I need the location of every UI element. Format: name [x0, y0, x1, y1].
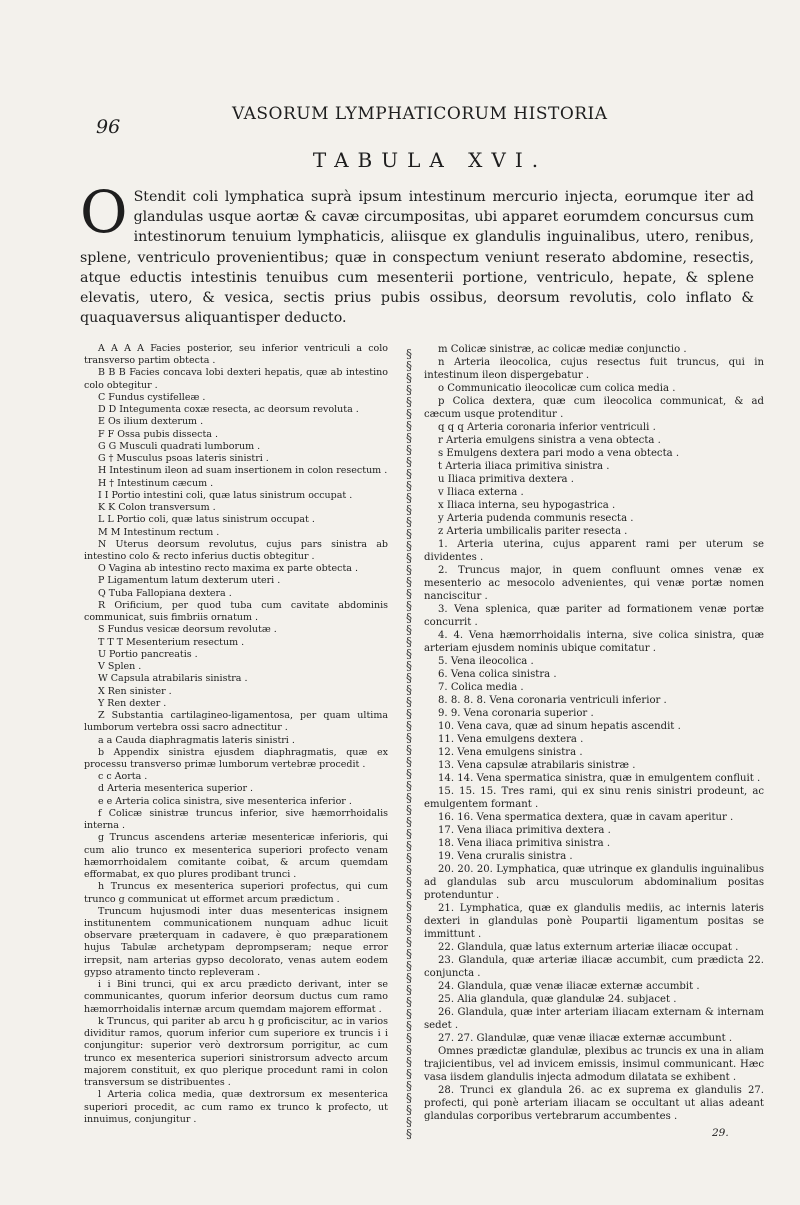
- divider-ornament: §: [406, 683, 412, 697]
- divider-ornament: §: [406, 755, 412, 769]
- divider-ornament: §: [406, 1103, 412, 1117]
- legend-entry: D D Integumenta coxæ resecta, ac deorsum revoluta .: [98, 404, 359, 416]
- drop-cap: O: [80, 178, 128, 246]
- legend-entry: Truncum hujusmodi inter duas mesentericas insignem institunentem communicationem nunquam adhuc licuit observare præterquam in cadavere, è quo præparationem hujus Tabulæ archetypam deprompseram; neque error irrepsit, nam arterias gypso decolorato, venas autem eodem gypso atramento tincto repleveram .: [84, 905, 388, 978]
- divider-ornament: §: [406, 839, 412, 853]
- legend-entry: 11. Vena emulgens dextera .: [438, 734, 584, 745]
- legend-entry: q q q Arteria coronaria inferior ventriculi .: [438, 422, 656, 433]
- legend-entry: T T T Mesenterium resectum .: [98, 636, 245, 648]
- legend-entry: H Intestinum ileon ad suam insertionem in colon resectum .: [98, 465, 388, 477]
- legend-entry: c c Aorta .: [98, 771, 148, 783]
- divider-ornament: §: [406, 539, 412, 553]
- legend-entry: 12. Vena emulgens sinistra .: [438, 747, 583, 758]
- legend-entry: Q Tuba Fallopiana dextera .: [98, 587, 232, 599]
- legend-entry: 26. Glandula, quæ inter arteriam iliacam externam & internam sedet .: [424, 1007, 764, 1031]
- legend-entry: v Iliaca externa .: [438, 487, 524, 498]
- divider-ornament: §: [406, 1031, 412, 1045]
- divider-ornament: §: [406, 395, 412, 409]
- legend-entry: A A A A Facies posterior, seu inferior ventriculi a colo transverso partim obtecta .: [84, 343, 388, 367]
- divider-ornament: §: [406, 1067, 412, 1081]
- divider-ornament: §: [406, 971, 412, 985]
- legend-entry: l Arteria colica media, quæ dextrorsum ex mesenterica superiori procedit, ac cum ramo ex trunco k profecto, ut innuimus, conjungitur .: [84, 1089, 388, 1125]
- divider-ornament: §: [406, 1091, 412, 1105]
- divider-ornament: §: [406, 887, 412, 901]
- running-title: VASORUM LYMPHATICORUM HISTORIA: [232, 104, 608, 124]
- legend-entry: G G Musculi quadrati lumborum .: [98, 440, 261, 452]
- legend-entry: 21. Lymphatica, quæ ex glandulis mediis, ac internis lateris dexteri in glandulas ponè Poupartii ligamentum positas se immittunt .: [424, 903, 764, 940]
- divider-ornament: §: [406, 803, 412, 817]
- legend-entry: t Arteria iliaca primitiva sinistra .: [438, 461, 610, 472]
- divider-ornament: §: [406, 575, 412, 589]
- divider-ornament: §: [406, 995, 412, 1009]
- divider-ornament: §: [406, 923, 412, 937]
- legend-entry: R Orificium, per quod tuba cum cavitate abdominis communicat, suis fimbriis ornatum .: [84, 599, 388, 624]
- legend-entry: M M Intestinum rectum .: [98, 526, 220, 538]
- divider-ornament: §: [406, 743, 412, 757]
- divider-ornament: §: [406, 431, 412, 445]
- divider-ornament: §: [406, 707, 412, 721]
- catchword: 29.: [712, 1127, 729, 1139]
- legend-entry: 3. Vena splenica, quæ pariter ad formationem venæ portæ concurrit .: [424, 604, 764, 628]
- divider-ornament: §: [406, 695, 412, 709]
- legend-entry: Omnes prædictæ glandulæ, plexibus ac truncis ex una in aliam trajicientibus, vel ad invicem emissis, insimul communicant. Hæc vasa iisdem glandulis injecta admodum dilatata se exhibent .: [424, 1046, 764, 1083]
- divider-ornament: §: [406, 383, 412, 397]
- legend-entry: 28. Trunci ex glandula 26. ac ex suprema ex glandulis 27. profecti, qui ponè arteriam iliacam se occultant ut alias adeant glandulas corporibus vertebrarum accumbentes .: [424, 1085, 764, 1122]
- legend-entry: G † Musculus psoas lateris sinistri .: [98, 453, 269, 465]
- divider-ornament: §: [406, 359, 412, 373]
- legend-right-column: [424, 343, 764, 1123]
- legend-entry: 4. 4. Vena hæmorrhoidalis interna, sive colica sinistra, quæ arteriam ejusdem nominis ubique comitatur .: [424, 630, 764, 654]
- legend-entry: O Vagina ab intestino recto maxima ex parte obtecta .: [98, 563, 358, 575]
- legend-entry: o Communicatio ileocolicæ cum colica media .: [438, 383, 676, 394]
- legend-left-column: [84, 343, 388, 1126]
- legend-entry: y Arteria pudenda communis resecta .: [438, 513, 634, 524]
- divider-ornament: §: [406, 1043, 412, 1057]
- divider-ornament: §: [406, 467, 412, 481]
- divider-ornament: §: [406, 527, 412, 541]
- legend-entry: 5. Vena ileocolica .: [438, 656, 534, 667]
- intro-text: Stendit coli lymphatica suprà ipsum intestinum mercurio injecta, eorumque iter ad glandulas usque aortæ & cavæ circumpositas, ubi apparet eorumdem concursus cum intestinorum tenuium lymphaticis, aliisque ex glandulis inguinalibus, utero, renibus, splene, ventriculo provenientibus; quæ in conspectum veniunt reserato abdomine, resectis, atque eductis intestinis tenuibus cum mesenterii portione, ventriculo, hepate, & splene elevatis, utero, & vesica, sectis prius pubis ossibus, deorsum revolutis, colo inflato & quaquaversus aliquantisper deducto.: [80, 189, 754, 327]
- legend-entry: P Ligamentum latum dexterum uteri .: [98, 575, 281, 587]
- legend-entry: k Truncus, qui pariter ab arcu h g proficiscitur, ac in varios dividitur ramos, quorum inferior cum superiore ex truncis i i conjungitur: superior verò dextrorsum porrigitur, ac cum trunco ex mesenterica superiori sinistrorsum advecto arcum majorem constituit, ex quo plerique procedunt rami in colon transversum se distribuentes .: [84, 1015, 388, 1089]
- divider-ornament: §: [406, 851, 412, 865]
- legend-entry: 19. Vena cruralis sinistra .: [438, 851, 573, 862]
- legend-entry: u Iliaca primitiva dextera .: [438, 474, 574, 485]
- legend-entry: 17. Vena iliaca primitiva dextera .: [438, 825, 611, 836]
- legend-entry: m Colicæ sinistræ, ac colicæ mediæ conjunctio .: [438, 344, 687, 355]
- divider-ornament: §: [406, 911, 412, 925]
- legend-entry: N Uterus deorsum revolutus, cujus pars sinistra ab intestino colo & recto inferius ductis obtegitur .: [84, 538, 388, 562]
- divider-ornament: §: [406, 779, 412, 793]
- divider-ornament: §: [406, 899, 412, 913]
- divider-ornament: §: [406, 479, 412, 493]
- legend-entry: i i Bini trunci, qui ex arcu prædicto derivant, inter se communicantes, quorum inferior deorsum ductus cum ramo hæmorrhoidalis internæ arcum quemdam majorem efformat .: [84, 979, 388, 1015]
- divider-ornament: §: [406, 587, 412, 601]
- legend-entry: U Portio pancreatis .: [98, 648, 198, 660]
- ornamental-column-divider: [402, 348, 416, 1144]
- divider-ornament: §: [406, 599, 412, 613]
- divider-ornament: §: [406, 455, 412, 469]
- divider-ornament: §: [406, 983, 412, 997]
- intro-paragraph: [80, 178, 754, 328]
- legend-entry: 13. Vena capsulæ atrabilaris sinistræ .: [438, 760, 636, 771]
- divider-ornament: §: [406, 671, 412, 685]
- legend-entry: b Appendix sinistra ejusdem diaphragmatis, quæ ex processu transverso primæ lumborum vertebræ procedit .: [84, 746, 388, 770]
- divider-ornament: §: [406, 731, 412, 745]
- divider-ornament: §: [406, 1007, 412, 1021]
- legend-entry: X Ren sinister .: [98, 685, 172, 697]
- divider-ornament: §: [406, 611, 412, 625]
- divider-ornament: §: [406, 875, 412, 889]
- legend-entry: Y Ren dexter .: [98, 697, 167, 709]
- legend-entry: h Truncus ex mesenterica superiori profectus, qui cum trunco g communicat ut efformet arcum prædictum .: [84, 881, 388, 905]
- divider-ornament: §: [406, 947, 412, 961]
- divider-ornament: §: [406, 348, 412, 361]
- plate-title: TABULA XVI.: [312, 148, 548, 172]
- legend-entry: z Arteria umbilicalis pariter resecta .: [438, 526, 628, 537]
- legend-entry: 14. 14. Vena spermatica sinistra, quæ in emulgentem confluit .: [438, 773, 761, 784]
- legend-entry: 20. 20. 20. Lymphatica, quæ utrinque ex glandulis inguinalibus ad glandulas sub arcu musculorum abdominalium positas protenduntur .: [424, 864, 764, 901]
- legend-entry: C Fundus cystifelleæ .: [98, 391, 206, 403]
- legend-entry: a a Cauda diaphragmatis lateris sinistri .: [98, 734, 295, 746]
- legend-entry: 23. Glandula, quæ arteriæ iliacæ accumbit, cum prædicta 22. conjuncta .: [424, 955, 764, 979]
- divider-ornament: §: [406, 959, 412, 973]
- divider-ornament: §: [406, 503, 412, 517]
- divider-ornament: §: [406, 1115, 412, 1129]
- divider-ornament: §: [406, 827, 412, 841]
- legend-entry: d Arteria mesenterica superior .: [98, 783, 254, 795]
- divider-ornament: §: [406, 791, 412, 805]
- legend-entry: 24. Glandula, quæ venæ iliacæ externæ accumbit .: [438, 981, 700, 992]
- divider-ornament: §: [406, 935, 412, 949]
- divider-ornament: §: [406, 623, 412, 637]
- divider-ornament: §: [406, 659, 412, 673]
- legend-entry: V Splen .: [98, 661, 142, 673]
- legend-entry: Z Substantia cartilagineo-ligamentosa, per quam ultima lumborum vertebra ossi sacro adnectitur .: [84, 710, 388, 734]
- legend-entry: r Arteria emulgens sinistra a vena obtecta .: [438, 435, 661, 446]
- legend-entry: K K Colon transversum .: [98, 502, 216, 514]
- legend-entry: 27. 27. Glandulæ, quæ venæ iliacæ externæ accumbunt .: [438, 1033, 733, 1044]
- legend-entry: H † Intestinum cæcum .: [98, 477, 214, 489]
- legend-entry: I I Portio intestini coli, quæ latus sinistrum occupat .: [98, 489, 353, 501]
- legend-entry: E Os ilium dexterum .: [98, 416, 204, 428]
- legend-entry: 16. 16. Vena spermatica dextera, quæ in cavam aperitur .: [438, 812, 734, 823]
- legend-entry: 9. 9. Vena coronaria superior .: [438, 708, 594, 719]
- legend-entry: W Capsula atrabilaris sinistra .: [98, 673, 248, 685]
- divider-ornament: §: [406, 1055, 412, 1069]
- legend-entry: 6. Vena colica sinistra .: [438, 669, 557, 680]
- divider-ornament: §: [406, 767, 412, 781]
- divider-ornament: §: [406, 1019, 412, 1033]
- divider-ornament: §: [406, 719, 412, 733]
- legend-entry: e e Arteria colica sinistra, sive mesenterica inferior .: [98, 795, 352, 807]
- divider-ornament: §: [406, 1079, 412, 1093]
- legend-entry: 1. Arteria uterina, cujus apparent rami per uterum se dividentes .: [424, 539, 764, 563]
- divider-ornament: §: [406, 515, 412, 529]
- divider-ornament: §: [406, 563, 412, 577]
- divider-ornament: §: [406, 647, 412, 661]
- legend-entry: x Iliaca interna, seu hypogastrica .: [438, 500, 616, 511]
- legend-entry: g Truncus ascendens arteriæ mesentericæ inferioris, qui cum alio trunco ex mesenterica superiori profecto venam hæmorrhoidalem comitante coibat, & arcum quemdam efformabat, ex quo plures prodibant trunci .: [84, 832, 388, 881]
- divider-ornament: §: [406, 635, 412, 649]
- legend-entry: f Colicæ sinistræ truncus inferior, sive hæmorrhoidalis interna .: [84, 807, 388, 832]
- page-number: 96: [96, 116, 121, 138]
- divider-ornament: §: [406, 815, 412, 829]
- legend-entry: 10. Vena cava, quæ ad sinum hepatis ascendit .: [438, 721, 681, 732]
- divider-ornament: §: [406, 491, 412, 505]
- legend-entry: 25. Alia glandula, quæ glandulæ 24. subjacet .: [438, 994, 677, 1005]
- divider-ornament: §: [406, 443, 412, 457]
- divider-ornament: §: [406, 1127, 412, 1141]
- legend-entry: 7. Colica media .: [438, 682, 524, 693]
- legend-entry: B B B Facies concava lobi dexteri hepatis, quæ ab intestino colo obtegitur .: [84, 367, 388, 391]
- divider-ornament: §: [406, 551, 412, 565]
- legend-entry: 15. 15. 15. Tres rami, qui ex sinu renis sinistri prodeunt, ac emulgentem formant .: [424, 786, 764, 810]
- divider-ornament: §: [406, 863, 412, 877]
- legend-entry: 2. Truncus major, in quem confluunt omnes venæ ex mesenterio ac mesocolo advenientes, qui venæ portæ nomen nanciscitur .: [424, 565, 764, 602]
- legend-entry: s Emulgens dextera pari modo a vena obtecta .: [438, 448, 680, 459]
- legend-entry: 22. Glandula, quæ latus externum arteriæ iliacæ occupat .: [438, 942, 739, 953]
- legend-entry: 8. 8. 8. 8. Vena coronaria ventriculi inferior .: [438, 695, 667, 706]
- divider-ornament: §: [406, 371, 412, 385]
- legend-entry: n Arteria ileocolica, cujus resectus fuit truncus, qui in intestinum ileon dispergebatur .: [424, 357, 764, 381]
- legend-entry: L L Portio coli, quæ latus sinistrum occupat .: [98, 514, 315, 526]
- divider-ornament: §: [406, 419, 412, 433]
- legend-entry: S Fundus vesicæ deorsum revolutæ .: [98, 624, 277, 636]
- divider-ornament: §: [406, 407, 412, 421]
- legend-entry: 18. Vena iliaca primitiva sinistra .: [438, 838, 611, 849]
- legend-entry: F F Ossa pubis dissecta .: [98, 428, 218, 440]
- legend-entry: p Colica dextera, quæ cum ileocolica communicat, & ad cæcum usque protenditur .: [424, 396, 764, 420]
